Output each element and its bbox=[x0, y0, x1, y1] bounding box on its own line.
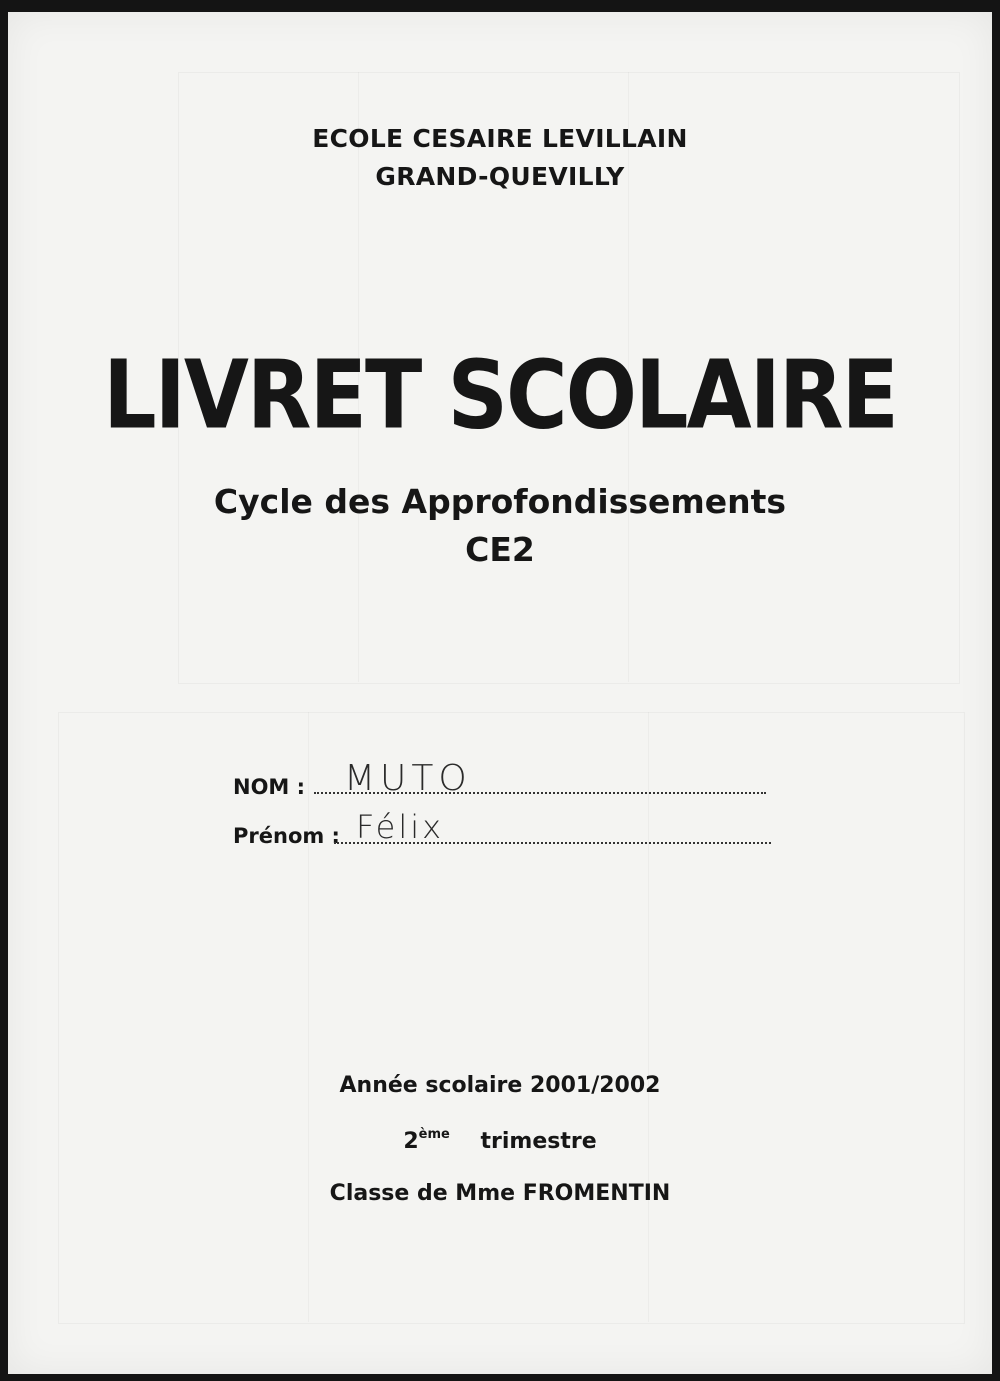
class-level: CE2 bbox=[465, 530, 535, 569]
cycle-name: Cycle des Approfondissements bbox=[213, 482, 787, 521]
prenom-label: Prénom : bbox=[233, 824, 340, 848]
term-word: trimestre bbox=[480, 1129, 597, 1154]
subtitle-block bbox=[0, 478, 1000, 574]
reverse-rule bbox=[308, 712, 309, 1322]
term-suffix: ème bbox=[418, 1127, 450, 1142]
school-city: GRAND-QUEVILLY bbox=[375, 162, 625, 191]
document-page bbox=[8, 12, 992, 1374]
school-header bbox=[0, 120, 1000, 196]
reverse-table-ghost-lower bbox=[58, 712, 965, 1324]
nom-handwritten-value: MUTO bbox=[344, 758, 472, 799]
term-number: 2 bbox=[403, 1129, 419, 1154]
teacher-class: Classe de Mme FROMENTIN bbox=[329, 1181, 671, 1206]
prenom-handwritten-value: Félix bbox=[356, 808, 445, 846]
document-title: LIVRET SCOLAIRE bbox=[103, 340, 897, 450]
school-year: Année scolaire 2001/2002 bbox=[339, 1073, 661, 1098]
term-line bbox=[0, 1127, 1000, 1154]
reverse-rule bbox=[648, 712, 649, 1322]
school-name: ECOLE CESAIRE LEVILLAIN bbox=[312, 124, 688, 153]
nom-label: NOM : bbox=[233, 775, 306, 799]
